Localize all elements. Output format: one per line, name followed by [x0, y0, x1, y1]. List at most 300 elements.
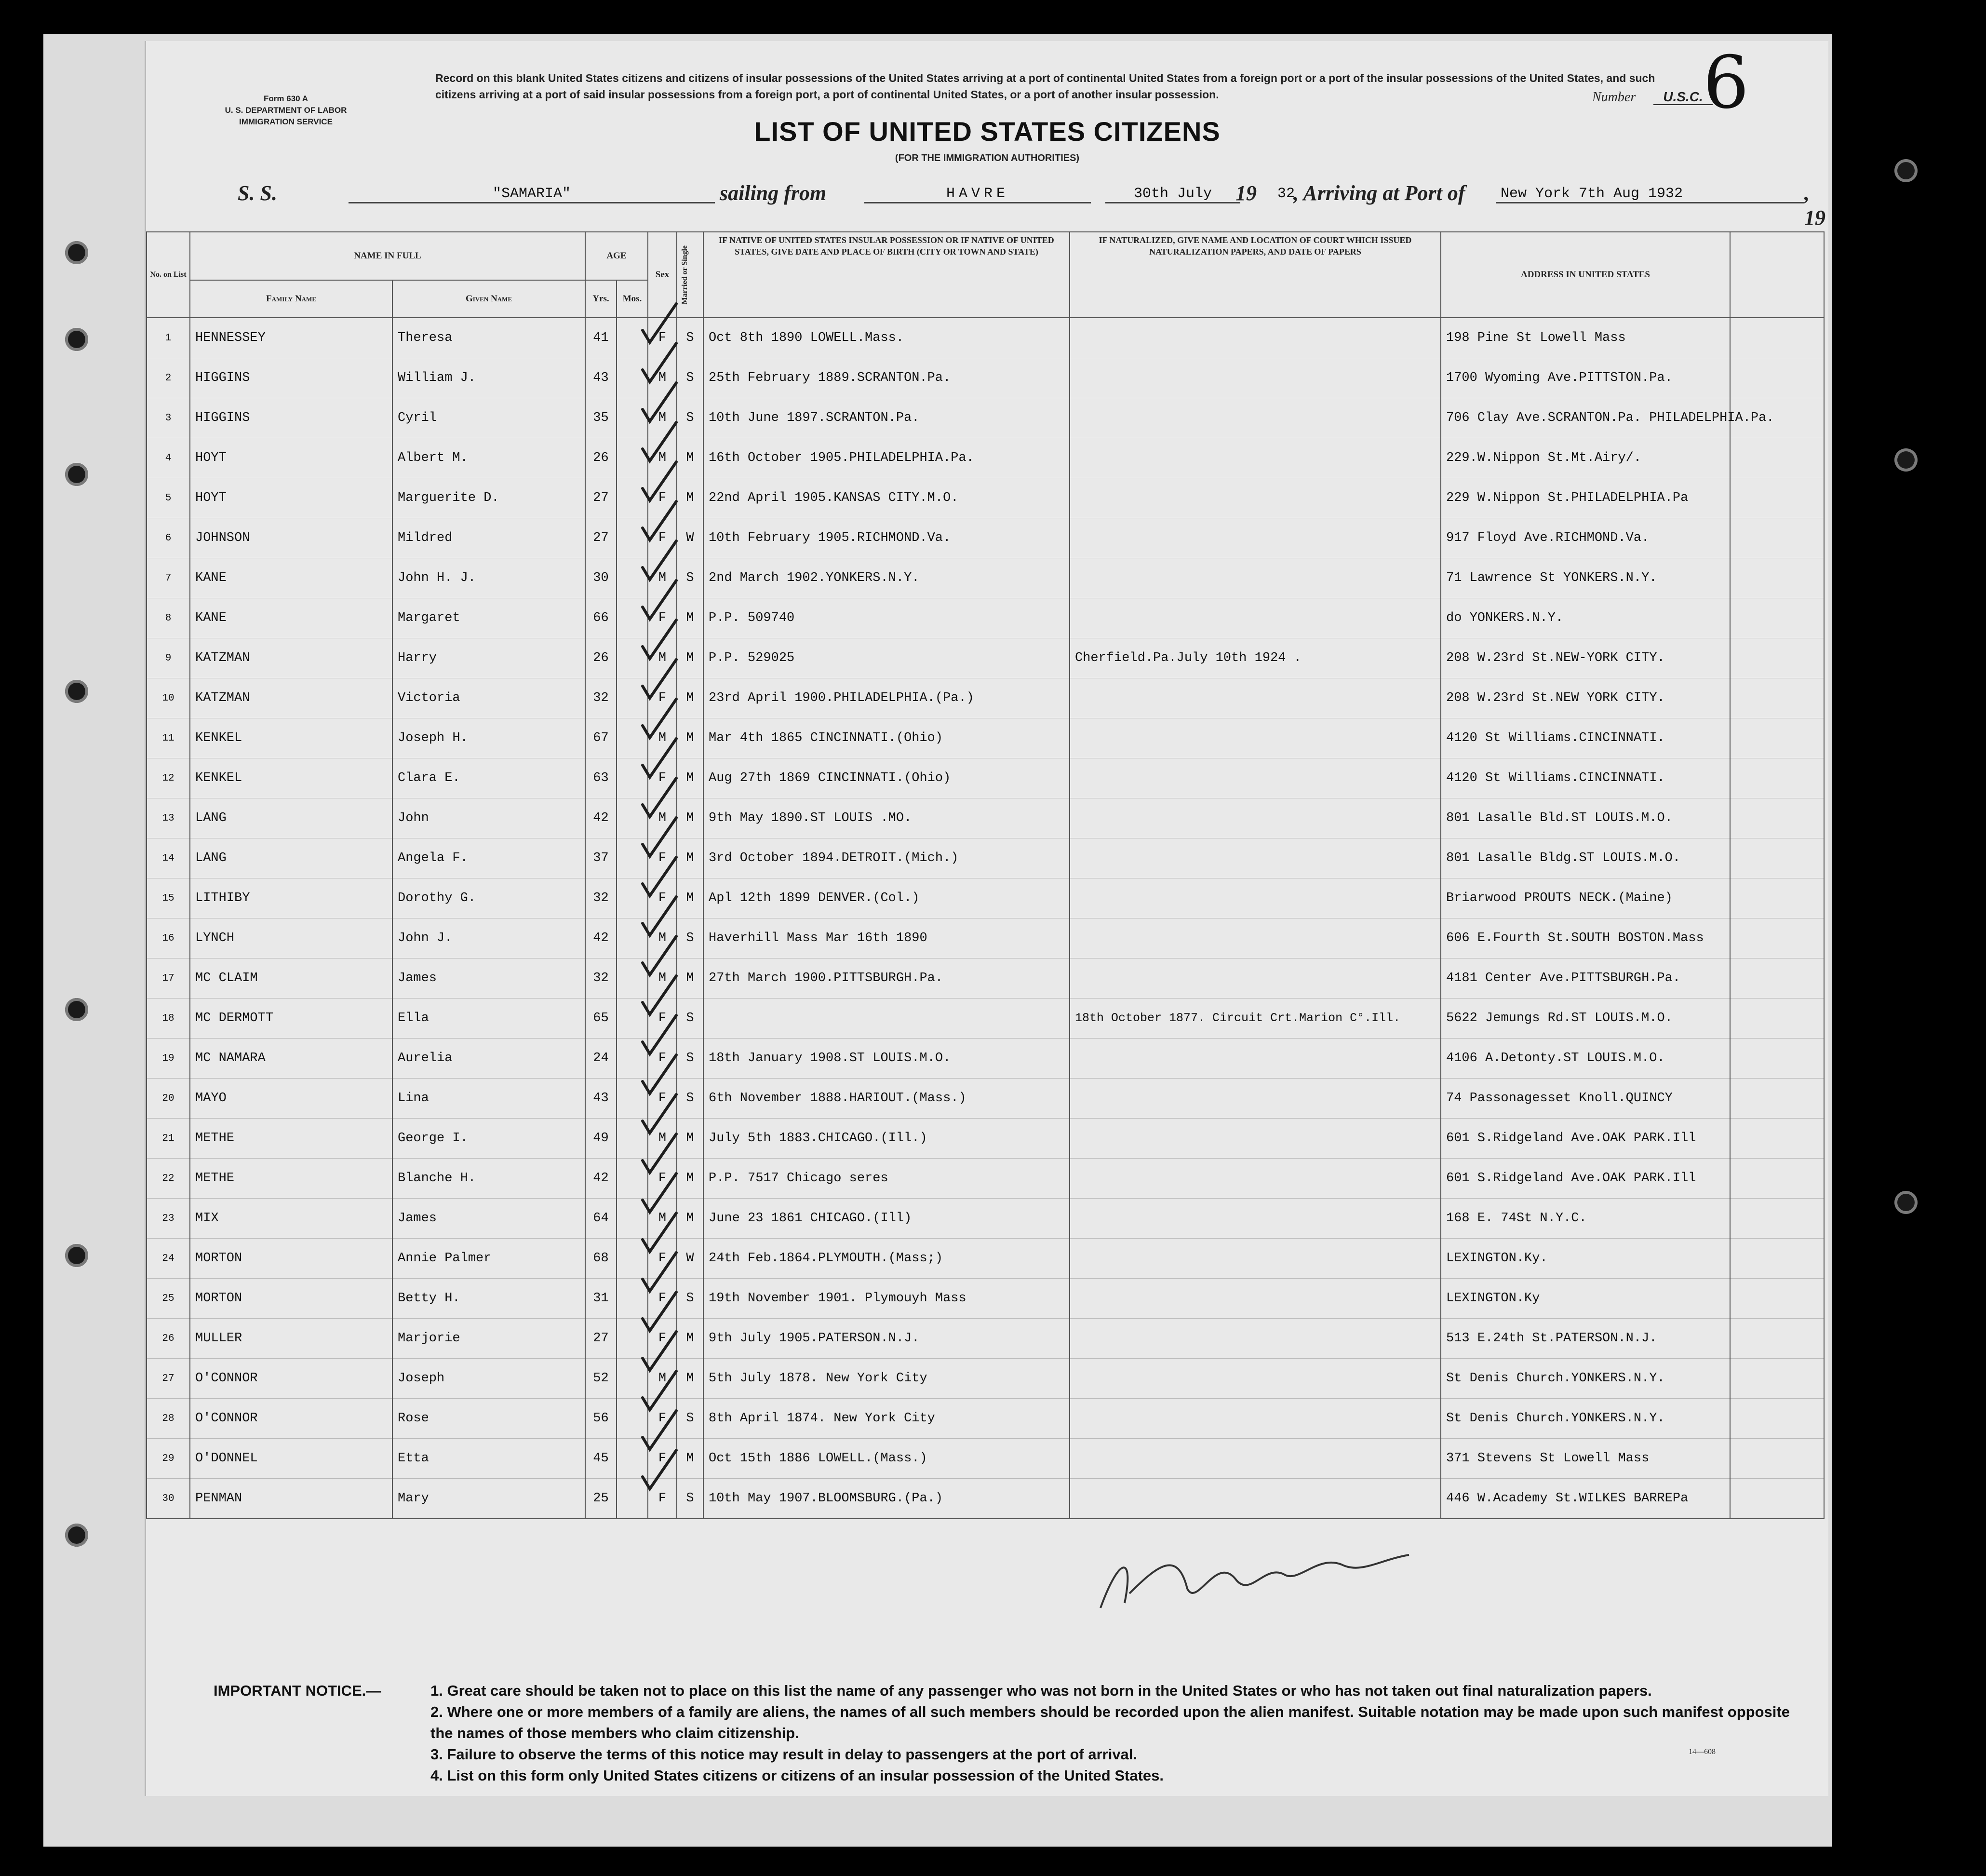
- age-years: 56: [585, 1399, 617, 1439]
- us-address: 513 E.24th St.PATERSON.N.J.: [1441, 1319, 1730, 1359]
- sailing-label: sailing from: [720, 181, 827, 205]
- col-mos: Mos.: [617, 280, 648, 318]
- given-name: Marguerite D.: [392, 478, 585, 518]
- age-years: 32: [585, 878, 617, 918]
- col-birth: IF NATIVE OF UNITED STATES INSULAR POSSESSION OR IF NATIVE OF UNITED STATES, GIVE DATE AND PLACE OF BIRTH (CITY OR TOWN AND STATE): [703, 232, 1070, 318]
- table-row: [147, 1239, 1824, 1279]
- naturalization: Cherfield.Pa.July 10th 1924 .: [1070, 638, 1441, 678]
- us-address: Briarwood PROUTS NECK.(Maine): [1441, 878, 1730, 918]
- list-number: 6: [147, 518, 190, 558]
- sex: F: [648, 1479, 677, 1519]
- given-name: Albert M.: [392, 438, 585, 478]
- blank: [1730, 999, 1824, 1039]
- punch-hole: [65, 680, 88, 703]
- marital-status: W: [677, 518, 703, 558]
- list-number: 27: [147, 1359, 190, 1399]
- check-mark: [643, 1411, 676, 1449]
- table-row: [147, 1319, 1824, 1359]
- blank: [1730, 1239, 1824, 1279]
- family-name: KATZMAN: [190, 638, 392, 678]
- us-address: 706 Clay Ave.SCRANTON.Pa. PHILADELPHIA.Pa.: [1441, 398, 1730, 438]
- table-row: [147, 398, 1824, 438]
- col-given-name: Given Name: [392, 280, 585, 318]
- us-address: LEXINGTON.Ky: [1441, 1279, 1730, 1319]
- given-name: Victoria: [392, 678, 585, 718]
- form-number-field: [1592, 89, 1713, 105]
- sex: F: [648, 1439, 677, 1479]
- us-address: 801 Lasalle Bldg.ST LOUIS.M.O.: [1441, 838, 1730, 878]
- birth-details: Haverhill Mass Mar 16th 1890: [703, 918, 1070, 958]
- sex: F: [648, 1159, 677, 1199]
- notice-heading: IMPORTANT NOTICE.—: [214, 1682, 381, 1699]
- sex: F: [648, 1239, 677, 1279]
- naturalization: [1070, 558, 1441, 598]
- check-mark: [643, 660, 676, 698]
- sex: F: [648, 838, 677, 878]
- age-years: 26: [585, 438, 617, 478]
- family-name: METHE: [190, 1159, 392, 1199]
- married-label: Married or Single: [681, 245, 689, 305]
- given-name: Mary: [392, 1479, 585, 1519]
- ss-label: S. S.: [238, 181, 277, 205]
- marital-status: M: [677, 438, 703, 478]
- list-number: 11: [147, 718, 190, 758]
- given-name: Joseph H.: [392, 718, 585, 758]
- col-no: No. on List: [147, 232, 190, 318]
- birth-details: Mar 4th 1865 CINCINNATI.(Ohio): [703, 718, 1070, 758]
- notice-item: 1. Great care should be taken not to place on this list the name of any passenger who was not born in the United States or who has not taken out final naturalization papers.: [430, 1682, 1652, 1699]
- check-mark: [643, 699, 676, 738]
- list-number: 12: [147, 758, 190, 798]
- given-name: Cyril: [392, 398, 585, 438]
- blank: [1730, 1079, 1824, 1119]
- age-years: 25: [585, 1479, 617, 1519]
- marital-status: M: [677, 1159, 703, 1199]
- table-row: [147, 1079, 1824, 1119]
- age-years: 49: [585, 1119, 617, 1159]
- marital-status: S: [677, 918, 703, 958]
- birth-details: 6th November 1888.HARIOUT.(Mass.): [703, 1079, 1070, 1119]
- col-name-in-full: NAME IN FULL: [190, 232, 585, 280]
- check-mark: [643, 818, 676, 856]
- age-years: 27: [585, 1319, 617, 1359]
- col-married: [677, 232, 703, 318]
- marital-status: M: [677, 1359, 703, 1399]
- check-mark: [643, 343, 676, 382]
- naturalization: [1070, 1199, 1441, 1239]
- sex: F: [648, 1279, 677, 1319]
- family-name: MORTON: [190, 1239, 392, 1279]
- table-row: [147, 1479, 1824, 1519]
- marital-status: M: [677, 678, 703, 718]
- sex: F: [648, 678, 677, 718]
- departure-port: HAVRE: [864, 186, 1091, 203]
- sex: M: [648, 438, 677, 478]
- check-mark: [643, 1094, 676, 1133]
- blank: [1730, 558, 1824, 598]
- family-name: MC NAMARA: [190, 1039, 392, 1079]
- blank: [1730, 438, 1824, 478]
- family-name: KENKEL: [190, 718, 392, 758]
- naturalization: [1070, 1159, 1441, 1199]
- list-number: 4: [147, 438, 190, 478]
- given-name: John J.: [392, 918, 585, 958]
- sex: F: [648, 1319, 677, 1359]
- col-naturalized: IF NATURALIZED, GIVE NAME AND LOCATION OF COURT WHICH ISSUED NATURALIZATION PAPERS, AND DATE OF PAPERS: [1070, 232, 1441, 318]
- us-address: do YONKERS.N.Y.: [1441, 598, 1730, 638]
- table-row: [147, 798, 1824, 838]
- marital-status: W: [677, 1239, 703, 1279]
- punch-hole: [1894, 448, 1918, 472]
- check-mark: [643, 1134, 676, 1173]
- age-years: 24: [585, 1039, 617, 1079]
- naturalization: [1070, 958, 1441, 999]
- birth-details: Oct 15th 1886 LOWELL.(Mass.): [703, 1439, 1070, 1479]
- naturalization: [1070, 318, 1441, 358]
- sex: M: [648, 398, 677, 438]
- list-number: 30: [147, 1479, 190, 1519]
- naturalization: [1070, 1279, 1441, 1319]
- birth-details: 9th May 1890.ST LOUIS .MO.: [703, 798, 1070, 838]
- age-years: 32: [585, 958, 617, 999]
- marital-status: S: [677, 358, 703, 398]
- birth-details: 10th May 1907.BLOOMSBURG.(Pa.): [703, 1479, 1070, 1519]
- sex: M: [648, 958, 677, 999]
- birth-details: P.P. 529025: [703, 638, 1070, 678]
- birth-details: 10th June 1897.SCRANTON.Pa.: [703, 398, 1070, 438]
- number-label: Number: [1592, 90, 1636, 105]
- sex: M: [648, 558, 677, 598]
- blank: [1730, 358, 1824, 398]
- naturalization: [1070, 718, 1441, 758]
- check-mark: [643, 1253, 676, 1291]
- list-number: 14: [147, 838, 190, 878]
- ship-name: "SAMARIA": [349, 186, 715, 203]
- list-number: 23: [147, 1199, 190, 1239]
- table-row: [147, 478, 1824, 518]
- birth-details: June 23 1861 CHICAGO.(Ill): [703, 1199, 1070, 1239]
- blank: [1730, 1159, 1824, 1199]
- year-prefix: 19: [1235, 181, 1257, 205]
- sex: M: [648, 1359, 677, 1399]
- list-number: 22: [147, 1159, 190, 1199]
- birth-details: Aug 27th 1869 CINCINNATI.(Ohio): [703, 758, 1070, 798]
- list-number: 17: [147, 958, 190, 999]
- blank: [1730, 718, 1824, 758]
- us-address: 601 S.Ridgeland Ave.OAK PARK.Ill: [1441, 1119, 1730, 1159]
- given-name: James: [392, 1199, 585, 1239]
- birth-details: 10th February 1905.RICHMOND.Va.: [703, 518, 1070, 558]
- sex: F: [648, 1079, 677, 1119]
- naturalization: [1070, 1479, 1441, 1519]
- check-mark: [643, 1292, 676, 1331]
- check-mark: [643, 778, 676, 817]
- given-name: Lina: [392, 1079, 585, 1119]
- list-number: 9: [147, 638, 190, 678]
- us-address: 5622 Jemungs Rd.ST LOUIS.M.O.: [1441, 999, 1730, 1039]
- family-name: KANE: [190, 598, 392, 638]
- sex: F: [648, 1399, 677, 1439]
- given-name: Angela F.: [392, 838, 585, 878]
- form-number: Form 630 A: [264, 94, 308, 103]
- naturalization: [1070, 1039, 1441, 1079]
- age-years: 43: [585, 358, 617, 398]
- sex: F: [648, 318, 677, 358]
- year-prefix-2: , 19: [1804, 181, 1825, 229]
- marital-status: M: [677, 958, 703, 999]
- birth-details: P.P. 509740: [703, 598, 1070, 638]
- age-years: 26: [585, 638, 617, 678]
- list-number: 1: [147, 318, 190, 358]
- given-name: Mildred: [392, 518, 585, 558]
- list-number: 15: [147, 878, 190, 918]
- family-name: MC DERMOTT: [190, 999, 392, 1039]
- naturalization: [1070, 1119, 1441, 1159]
- naturalization: [1070, 1239, 1441, 1279]
- birth-details: 18th January 1908.ST LOUIS.M.O.: [703, 1039, 1070, 1079]
- sheet-number: 6: [1703, 41, 1749, 125]
- blank: [1730, 518, 1824, 558]
- age-years: 42: [585, 918, 617, 958]
- sex: M: [648, 638, 677, 678]
- table-row: [147, 1119, 1824, 1159]
- birth-details: July 5th 1883.CHICAGO.(Ill.): [703, 1119, 1070, 1159]
- family-name: HOYT: [190, 438, 392, 478]
- col-yrs: Yrs.: [585, 280, 617, 318]
- given-name: Harry: [392, 638, 585, 678]
- table-row: [147, 1159, 1824, 1199]
- family-name: HOYT: [190, 478, 392, 518]
- check-mark: [643, 1174, 676, 1212]
- marital-status: S: [677, 1279, 703, 1319]
- given-name: Blanche H.: [392, 1159, 585, 1199]
- table-row: [147, 918, 1824, 958]
- check-mark: [643, 462, 676, 500]
- us-address: 229.W.Nippon St.Mt.Airy/.: [1441, 438, 1730, 478]
- list-number: 7: [147, 558, 190, 598]
- sex: M: [648, 1119, 677, 1159]
- marital-status: S: [677, 999, 703, 1039]
- family-name: MAYO: [190, 1079, 392, 1119]
- given-name: Marjorie: [392, 1319, 585, 1359]
- list-number: 16: [147, 918, 190, 958]
- punch-hole: [65, 328, 88, 351]
- naturalization: [1070, 1319, 1441, 1359]
- sailing-date: 30th July: [1105, 186, 1240, 203]
- marital-status: M: [677, 478, 703, 518]
- service-name: IMMIGRATION SERVICE: [239, 117, 333, 126]
- blank: [1730, 478, 1824, 518]
- family-name: HENNESSEY: [190, 318, 392, 358]
- family-name: MC CLAIM: [190, 958, 392, 999]
- table-row: [147, 1439, 1824, 1479]
- us-address: 1700 Wyoming Ave.PITTSTON.Pa.: [1441, 358, 1730, 398]
- punch-hole: [65, 1244, 88, 1267]
- us-address: 601 S.Ridgeland Ave.OAK PARK.Ill: [1441, 1159, 1730, 1199]
- table-row: [147, 638, 1824, 678]
- given-name: Betty H.: [392, 1279, 585, 1319]
- birth-details: 19th November 1901. Plymouyh Mass: [703, 1279, 1070, 1319]
- year-suffix: 32: [1277, 186, 1295, 202]
- inspector-check-marks: [638, 311, 782, 1516]
- check-mark: [643, 936, 676, 975]
- age-years: 63: [585, 758, 617, 798]
- family-name: LYNCH: [190, 918, 392, 958]
- sex: M: [648, 718, 677, 758]
- notice-item: 3. Failure to observe the terms of this notice may result in delay to passengers at the port of arrival.: [430, 1746, 1138, 1763]
- check-mark: [643, 580, 676, 619]
- given-name: Theresa: [392, 318, 585, 358]
- naturalization: [1070, 518, 1441, 558]
- given-name: Aurelia: [392, 1039, 585, 1079]
- marital-status: M: [677, 638, 703, 678]
- marital-status: M: [677, 1439, 703, 1479]
- list-number: 13: [147, 798, 190, 838]
- marital-status: S: [677, 1479, 703, 1519]
- age-years: 52: [585, 1359, 617, 1399]
- given-name: Joseph: [392, 1359, 585, 1399]
- table-row: [147, 438, 1824, 478]
- us-address: 446 W.Academy St.WILKES BARREPa: [1441, 1479, 1730, 1519]
- birth-details: 27th March 1900.PITTSBURGH.Pa.: [703, 958, 1070, 999]
- us-address: St Denis Church.YONKERS.N.Y.: [1441, 1399, 1730, 1439]
- blank: [1730, 318, 1824, 358]
- list-number: 26: [147, 1319, 190, 1359]
- marital-status: M: [677, 878, 703, 918]
- list-number: 18: [147, 999, 190, 1039]
- list-number: 3: [147, 398, 190, 438]
- given-name: Clara E.: [392, 758, 585, 798]
- birth-details: 22nd April 1905.KANSAS CITY.M.O.: [703, 478, 1070, 518]
- blank: [1730, 678, 1824, 718]
- marital-status: M: [677, 1119, 703, 1159]
- naturalization: [1070, 398, 1441, 438]
- age-years: 66: [585, 598, 617, 638]
- naturalization: 18th October 1877. Circuit Crt.Marion C°.Ill.: [1070, 999, 1441, 1039]
- notice-items: [430, 1680, 1804, 1786]
- check-mark: [643, 1371, 676, 1410]
- arrival-port-date: New York 7th Aug 1932: [1496, 186, 1804, 203]
- us-address: 4181 Center Ave.PITTSBURGH.Pa.: [1441, 958, 1730, 999]
- marital-status: M: [677, 718, 703, 758]
- table-row: [147, 1039, 1824, 1079]
- family-name: O'DONNEL: [190, 1439, 392, 1479]
- col-blank: [1730, 232, 1824, 318]
- blank: [1730, 638, 1824, 678]
- department-name: U. S. DEPARTMENT OF LABOR: [225, 106, 347, 115]
- blank: [1730, 1279, 1824, 1319]
- sex: F: [648, 518, 677, 558]
- naturalization: [1070, 1079, 1441, 1119]
- naturalization: [1070, 1399, 1441, 1439]
- table-row: [147, 1279, 1824, 1319]
- blank: [1730, 1399, 1824, 1439]
- marital-status: S: [677, 1399, 703, 1439]
- family-name: KATZMAN: [190, 678, 392, 718]
- naturalization: [1070, 1439, 1441, 1479]
- us-address: 801 Lasalle Bld.ST LOUIS.M.O.: [1441, 798, 1730, 838]
- table-row: [147, 838, 1824, 878]
- table-row: [147, 358, 1824, 398]
- us-address: 4120 St Williams.CINCINNATI.: [1441, 758, 1730, 798]
- list-number: 8: [147, 598, 190, 638]
- table-row: [147, 598, 1824, 638]
- marital-status: M: [677, 598, 703, 638]
- birth-details: Apl 12th 1899 DENVER.(Col.): [703, 878, 1070, 918]
- naturalization: [1070, 1359, 1441, 1399]
- sex: F: [648, 478, 677, 518]
- blank: [1730, 1319, 1824, 1359]
- naturalization: [1070, 918, 1441, 958]
- age-years: 65: [585, 999, 617, 1039]
- marital-status: M: [677, 798, 703, 838]
- marital-status: S: [677, 318, 703, 358]
- table-row: [147, 1199, 1824, 1239]
- check-mark: [643, 1332, 676, 1370]
- sex: F: [648, 1039, 677, 1079]
- marital-status: M: [677, 1199, 703, 1239]
- us-address: 606 E.Fourth St.SOUTH BOSTON.Mass: [1441, 918, 1730, 958]
- age-years: 37: [585, 838, 617, 878]
- sex: M: [648, 918, 677, 958]
- list-number: 5: [147, 478, 190, 518]
- naturalization: [1070, 758, 1441, 798]
- punch-hole: [1894, 1191, 1918, 1214]
- marital-status: S: [677, 1079, 703, 1119]
- punch-hole: [65, 998, 88, 1021]
- us-address: 371 Stevens St Lowell Mass: [1441, 1439, 1730, 1479]
- age-years: 45: [585, 1439, 617, 1479]
- list-number: 21: [147, 1119, 190, 1159]
- check-mark: [643, 383, 676, 421]
- age-years: 32: [585, 678, 617, 718]
- given-name: George I.: [392, 1119, 585, 1159]
- us-address: 208 W.23rd St.NEW-YORK CITY.: [1441, 638, 1730, 678]
- blank: [1730, 838, 1824, 878]
- sex: F: [648, 758, 677, 798]
- age-years: 41: [585, 318, 617, 358]
- table-row: [147, 878, 1824, 918]
- us-address: 4120 St Williams.CINCINNATI.: [1441, 718, 1730, 758]
- blank: [1730, 1479, 1824, 1519]
- birth-details: 16th October 1905.PHILADELPHIA.Pa.: [703, 438, 1070, 478]
- birth-details: P.P. 7517 Chicago seres: [703, 1159, 1070, 1199]
- arriving-label: , Arriving at Port of: [1293, 181, 1465, 205]
- manifest-page: [145, 41, 1828, 1796]
- check-mark: [643, 1450, 676, 1489]
- us-address: 917 Floyd Ave.RICHMOND.Va.: [1441, 518, 1730, 558]
- inspector-signature: [1091, 1536, 1428, 1622]
- given-name: Margaret: [392, 598, 585, 638]
- blank: [1730, 798, 1824, 838]
- family-name: PENMAN: [190, 1479, 392, 1519]
- family-name: LANG: [190, 838, 392, 878]
- blank: [1730, 1199, 1824, 1239]
- check-mark: [643, 541, 676, 580]
- blank: [1730, 598, 1824, 638]
- punch-hole: [65, 241, 88, 264]
- naturalization: [1070, 678, 1441, 718]
- check-mark: [643, 857, 676, 896]
- check-mark: [643, 620, 676, 659]
- family-name: LITHIBY: [190, 878, 392, 918]
- age-years: 31: [585, 1279, 617, 1319]
- given-name: Rose: [392, 1399, 585, 1439]
- us-address: LEXINGTON.Ky.: [1441, 1239, 1730, 1279]
- age-years: 27: [585, 478, 617, 518]
- col-address: ADDRESS IN UNITED STATES: [1441, 232, 1730, 318]
- birth-details: 9th July 1905.PATERSON.N.J.: [703, 1319, 1070, 1359]
